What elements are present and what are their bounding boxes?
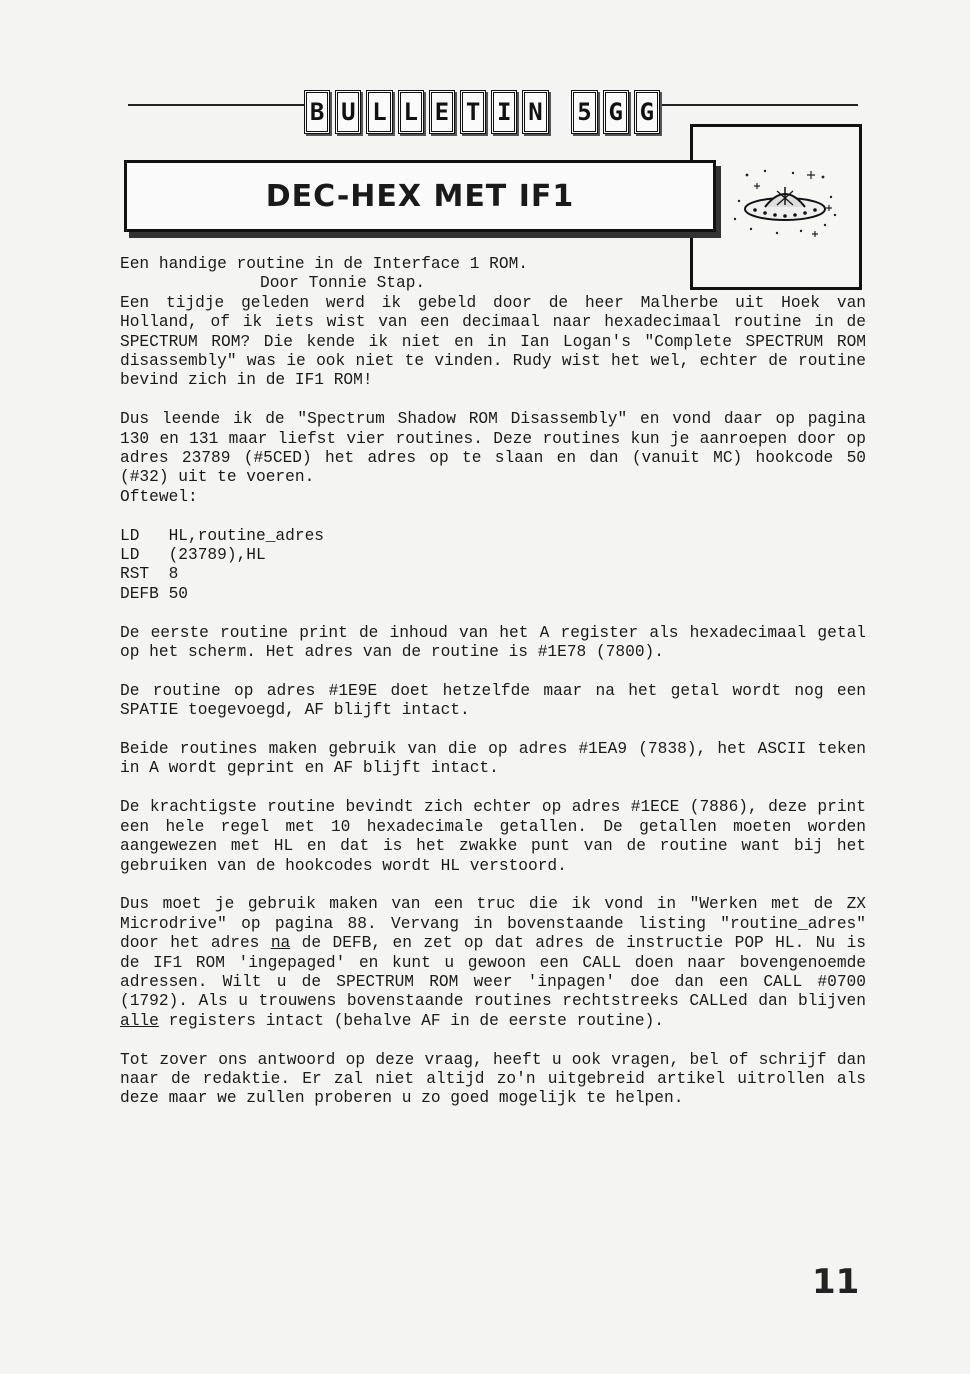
code-listing [120,527,866,605]
paragraph-text: de DEFB, en zet op dat adres de instructie POP HL. Nu is de IF1 ROM 'ingepaged' en kunt u gewoon een CALL doen naar bovengenoemde adressen. Wilt u de SPECTRUM ROM weer 'inpagen' doe dan een CALL #0700 (1792). Als u trouwens bovenstaande routines rechtstreeks CALLed dan blijven [120,934,867,1011]
masthead-letter: N [522,90,548,134]
paragraph: Beide routines maken gebruik van die op adres #1EA9 (7838), het ASCII teken in A wordt geprint en AF blijft intact. [120,740,866,778]
paragraph: De routine op adres #1E9E doet hetzelfde maar na het getal wordt nog een SPATIE toegevoegd, AF blijft intact. [120,681,866,720]
ufo-icon [731,167,841,239]
article-body [120,255,866,1128]
paragraph: Een tijdje geleden werd ik gebeld door de heer Malherbe uit Hoek van Holland, of ik iets wist van een decimaal naar hexadecimaal routine in de SPECTRUM ROM? Die kende ik niet en in Ian Logan's "Complete SPECTRUM ROM disassembly" was ie ook niet te vinden. Rudy wist het wel, echter de routine bevind zich in de IF1 ROM! [120,293,866,390]
paragraph-tail: Oftewel: [120,487,198,506]
masthead [304,86,660,138]
masthead-rule-right [662,104,858,106]
article-title: DEC-HEX MET IF1 [265,178,575,214]
code-line: DEFB 50 [120,584,188,603]
masthead-letter: L [398,90,424,134]
masthead-letter: B [304,90,330,134]
masthead-rule-left [128,104,304,106]
intro [120,255,866,294]
byline: Door Tonnie Stap. [260,274,426,293]
masthead-letter: E [429,90,455,134]
paragraph-text: Dus moet je gebruik maken van een truc die ik vond in "Werken met de ZX Microdrive" op pagina 88. Vervang in bovenstaande listing "routine_adres" door het adres [120,895,866,953]
underlined-word: na [270,934,291,953]
masthead-number-letter: G [603,90,629,134]
masthead-letter: I [491,90,517,134]
intro-line: Een handige routine in de Interface 1 ROM. [120,255,528,273]
masthead-number-letter: 5 [571,90,597,134]
paragraph: Dus leende ik de "Spectrum Shadow ROM Disassembly" en vond daar op pagina 130 en 131 maar liefst vier routines. Deze routines kun je aanroepen door op adres 23789 (#5CED) het adres op te slaan en dan (vanuit MC) hookcode 50 (#32) uit te voeren. [120,410,866,487]
paragraph [120,895,866,1031]
masthead-letter: U [335,90,361,134]
code-line: LD HL,routine_adres [120,526,324,545]
code-line: RST 8 [120,565,179,584]
paragraph: Tot zover ons antwoord op deze vraag, heeft u ook vragen, bel of schrijf dan naar de redaktie. Er zal niet altijd zo'n uitgebreid artikel uitrollen als deze maar we zullen proberen u zo goed mogelijk te helpen. [120,1050,866,1108]
article-title-box [124,160,716,232]
paragraph: De krachtigste routine bevindt zich echter op adres #1ECE (7886), deze print een hele regel met 10 hexadecimale getallen. De getallen moeten worden aangewezen met HL en dat is het zwakke punt van de routine want bij het gebruiken van de hookcodes wordt HL verstoord. [120,798,866,875]
masthead-number-letter: G [634,90,660,134]
code-line: LD (23789),HL [120,546,266,565]
masthead-letter: L [366,90,392,134]
masthead-letter: T [460,90,486,134]
page-number: 11 [812,1262,860,1302]
underlined-word: alle [120,1011,159,1030]
paragraph-text: registers intact (behalve AF in de eerste routine). [158,1011,664,1030]
paragraph: De eerste routine print de inhoud van het A register als hexadecimaal getal op het scherm. Het adres van de routine is #1E78 (7800). [120,623,866,662]
